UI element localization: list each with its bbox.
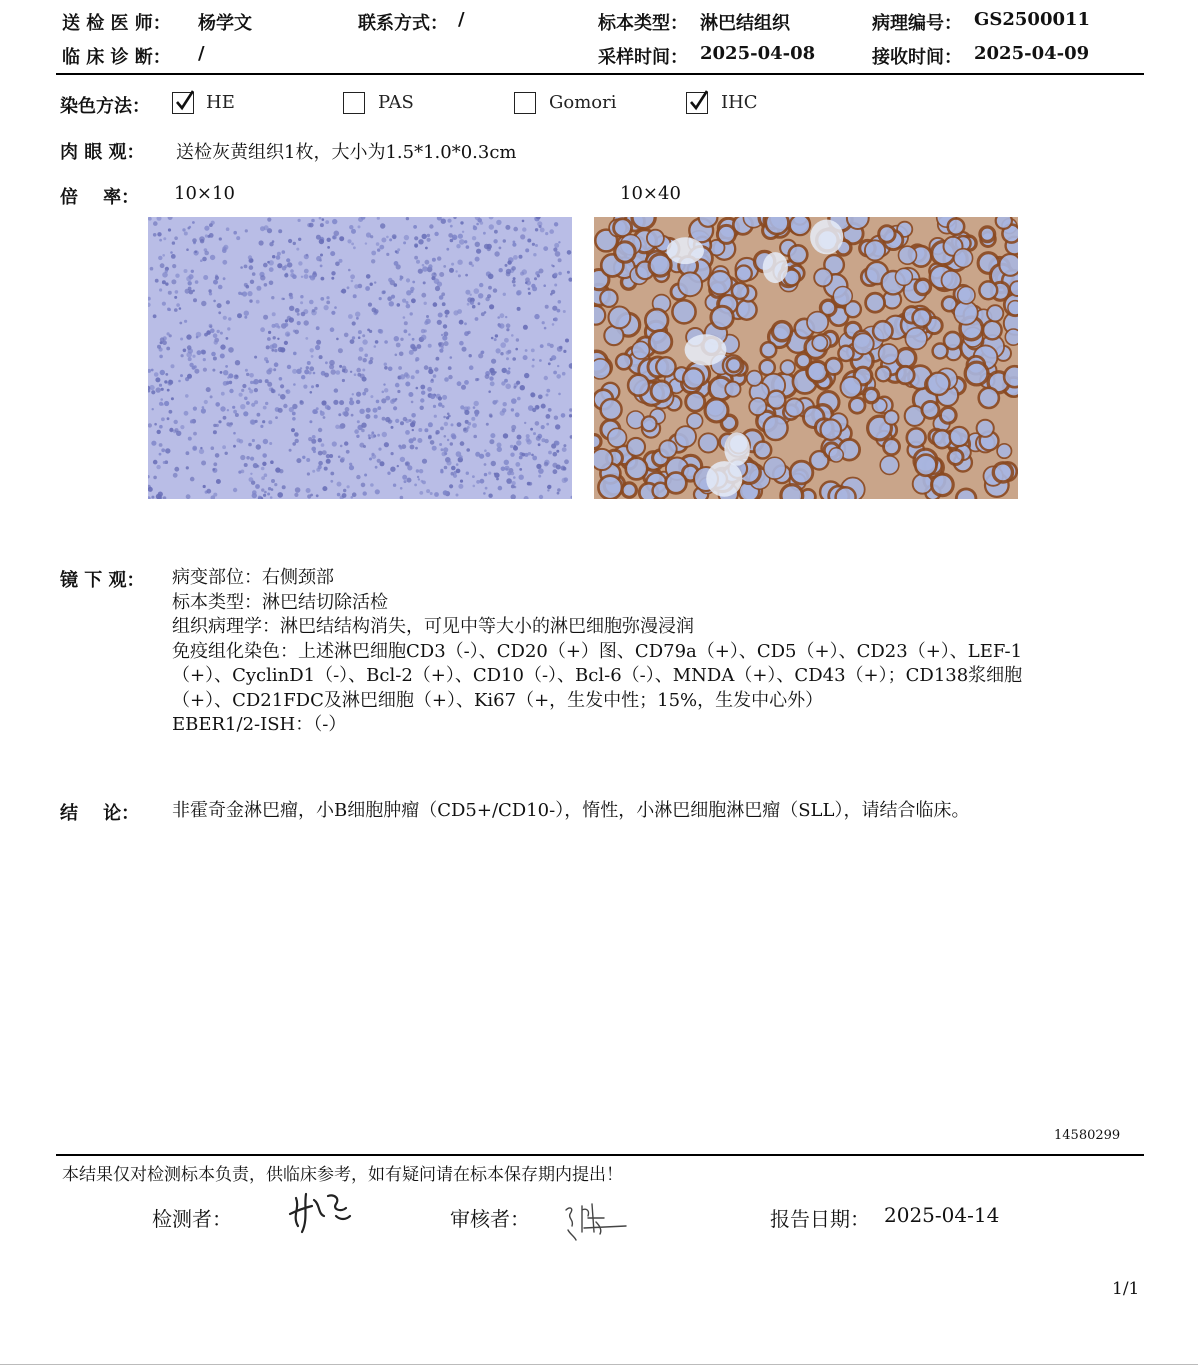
pathology-no-value: GS2500011 <box>974 9 1091 30</box>
microscopy-line-histology: 组织病理学：淋巴结结构消失，可见中等大小的淋巴细胞弥漫浸润 <box>172 616 694 637</box>
tester-signature <box>284 1186 364 1236</box>
contact-label: 联系方式： <box>358 13 448 34</box>
staining-label: 染色方法： <box>60 96 150 117</box>
page-edge <box>0 1364 1198 1365</box>
checkbox-he[interactable] <box>172 92 194 114</box>
microscopy-line-site: 病变部位：右侧颈部 <box>172 567 334 588</box>
page-number: 1/1 <box>1112 1279 1140 1299</box>
report-date-label: 报告日期： <box>770 1207 870 1231</box>
sampling-time-label: 采样时间： <box>598 47 688 68</box>
report-code: 14580299 <box>1054 1128 1121 1143</box>
gross-text: 送检灰黄组织1枚，大小为1.5*1.0*0.3cm <box>176 142 517 163</box>
microscopy-label: 镜 下 观： <box>60 570 145 591</box>
checkbox-pas[interactable] <box>343 92 365 114</box>
report-date-value: 2025-04-14 <box>884 1203 1000 1227</box>
footer-divider <box>56 1154 1144 1156</box>
microscopy-line-ihc: 免疫组化染色：上述淋巴细胞CD3（-）、CD20（+）图、CD79a（+）、CD5（+）、CD23（+）、LEF-1（+）、CyclinD1（-）、Bcl-2（+）、CD10（-）、Bcl-6（-）、MNDA（+）、CD43（+）；CD138浆细胞（+）、CD21FDC及淋巴细胞（+）、Ki67（+，生发中性；15%，生发中心外） <box>172 640 1023 711</box>
pathology-no-label: 病理编号： <box>872 13 962 34</box>
ihc-micrograph <box>594 217 1018 499</box>
checkbox-gomori-label: Gomori <box>549 92 617 113</box>
checkbox-ihc-label: IHC <box>721 92 758 113</box>
checkmark-icon <box>174 89 196 113</box>
header-divider <box>56 73 1144 75</box>
magnification-left: 10×10 <box>174 183 235 204</box>
conclusion-text: 非霍奇金淋巴瘤，小B细胞肿瘤（CD5+/CD10-），惰性，小淋巴细胞淋巴瘤（SLL），请结合临床。 <box>172 800 970 821</box>
disclaimer: 本结果仅对检测标本负责，供临床参考，如有疑问请在标本保存期内提出！ <box>62 1165 623 1185</box>
magnification-label: 倍 率： <box>60 187 140 208</box>
checkbox-ihc[interactable] <box>686 92 708 114</box>
microscopy-line-specimen: 标本类型：淋巴结切除活检 <box>172 591 388 613</box>
diagnosis-value: / <box>198 43 205 64</box>
checkbox-he-label: HE <box>206 92 235 113</box>
reviewer-label: 审核者： <box>450 1207 530 1231</box>
gross-label: 肉 眼 观： <box>60 142 145 163</box>
tester-label: 检测者： <box>152 1207 232 1231</box>
conclusion-label: 结 论： <box>60 803 140 824</box>
contact-value: / <box>458 9 465 30</box>
reviewer-signature <box>560 1196 632 1244</box>
diagnosis-label: 临 床 诊 断： <box>62 47 171 68</box>
checkmark-icon <box>688 89 710 113</box>
doctor-value: 杨学文 <box>198 13 252 34</box>
magnification-right: 10×40 <box>620 183 681 204</box>
checkbox-gomori[interactable] <box>514 92 536 114</box>
specimen-type-value: 淋巴结组织 <box>700 13 790 34</box>
microscopy-line-eber: EBER1/2-ISH：（-） <box>172 714 347 735</box>
checkbox-pas-label: PAS <box>378 92 414 113</box>
doctor-label: 送 检 医 师： <box>62 13 171 34</box>
he-micrograph <box>148 217 572 499</box>
sampling-time-value: 2025-04-08 <box>700 43 816 64</box>
receive-time-label: 接收时间： <box>872 47 962 68</box>
specimen-type-label: 标本类型： <box>598 13 688 34</box>
receive-time-value: 2025-04-09 <box>974 43 1090 64</box>
microscopy-text <box>172 566 1032 738</box>
